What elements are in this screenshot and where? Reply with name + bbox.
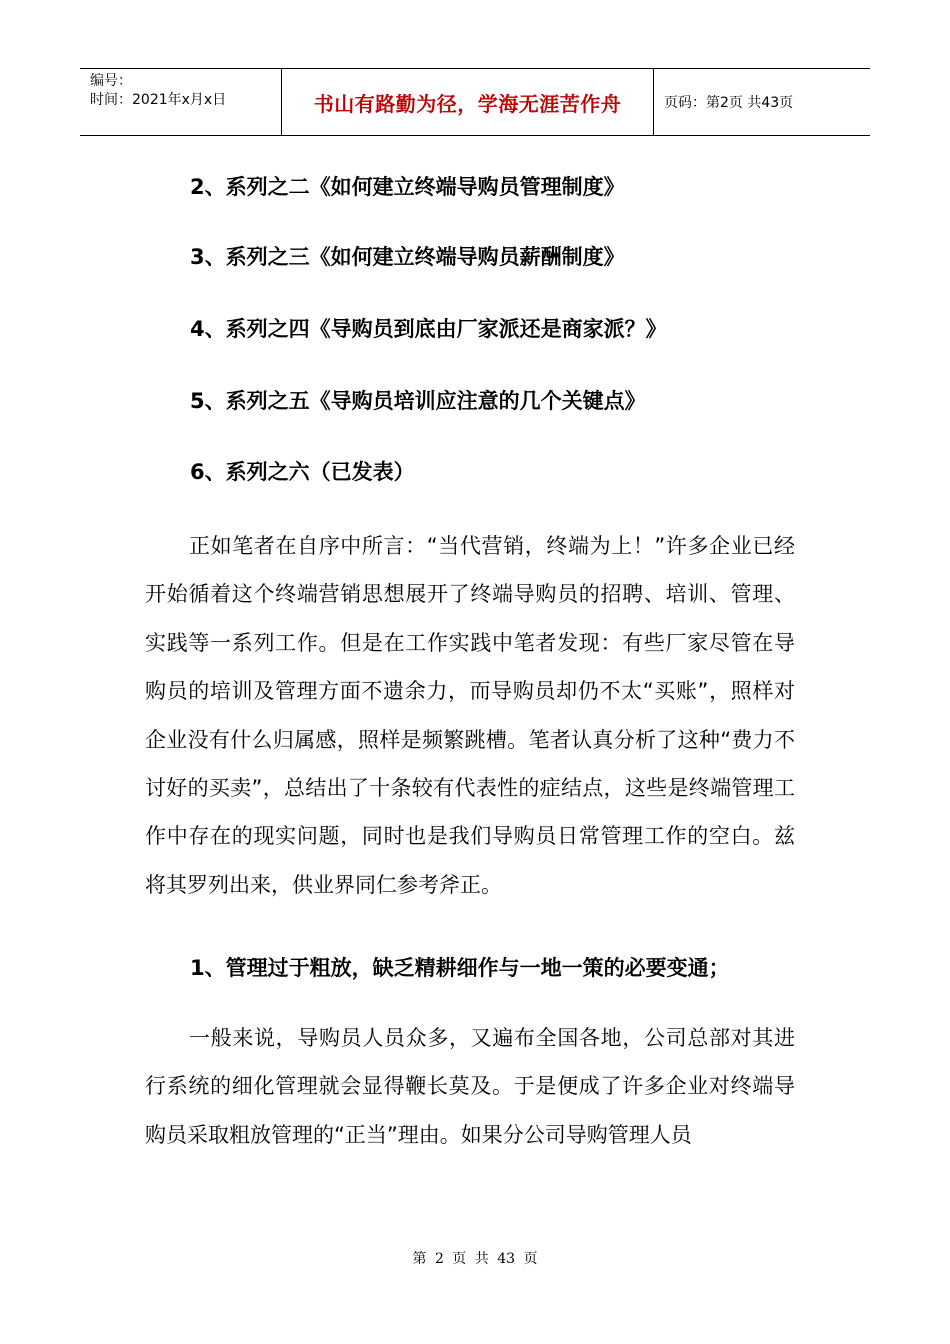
page-header [80,68,870,136]
page-footer: 第 2 页 共 43 页 [412,1251,538,1267]
header-motto: 书山有路勤为径，学海无涯苦作舟 [313,91,622,116]
header-motto-cell [282,69,654,135]
section-heading: 1、管理过于粗放，缺乏精耕细作与一地一策的必要变通； [190,956,730,980]
series-item: 3、系列之三《如何建立终端导购员薪酬制度》 [190,245,625,269]
document-number-label: 编号： [90,73,132,89]
series-item: 5、系列之五《导购员培训应注意的几个关键点》 [190,389,646,413]
document-time-label: 时间：2021年x月x日 [90,92,227,108]
body-paragraph: 一般来说，导购员人员众多，又遍布全国各地，公司总部对其进行系统的细化管理就会显得鞭长莫及。于是便成了许多企业对终端导购员采取粗放管理的“正当”理由。如果分公司导购管理人员 [145,1026,795,1147]
header-page-cell [654,69,870,135]
series-item: 6、系列之六（已发表） [190,460,415,484]
header-page-info: 页码：第2页 共43页 [664,95,794,111]
intro-paragraph: 正如笔者在自序中所言：“当代营销，终端为上！”许多企业已经开始循着这个终端营销思想展开了终端导购员的招聘、培训、管理、实践等一系列工作。但是在工作实践中笔者发现：有些厂家尽管在导购员的培训及管理方面不遗余力，而导购员却仍不太“买账”，照样对企业没有什么归属感，照样是频繁跳槽。笔者认真分析了这种“费力不讨好的买卖”，总结出了十条较有代表性的症结点，这些是终端管理工作中存在的现实问题，同时也是我们导购员日常管理工作的空白。兹将其罗列出来，供业界同仁参考斧正。 [145,534,795,897]
header-meta-cell [80,69,282,135]
series-item: 4、系列之四《导购员到底由厂家派还是商家派？》 [190,317,667,341]
series-item: 2、系列之二《如何建立终端导购员管理制度》 [190,175,625,199]
